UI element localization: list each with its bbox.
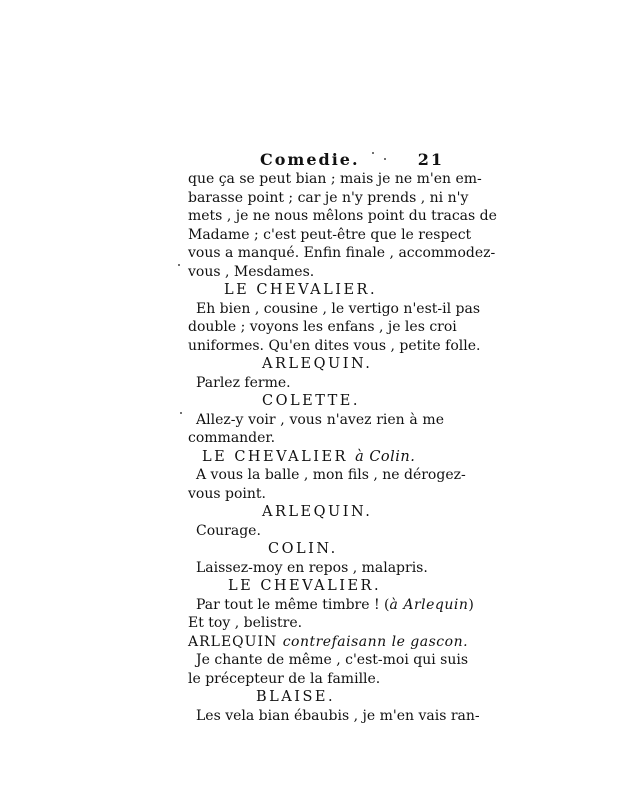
text-line: Eh bien , cousine , le vertigo n'est-il pas: [196, 300, 481, 317]
speaker-heading: ARLEQUIN.: [262, 356, 373, 372]
text-line: Laissez-moy en repos , malapris.: [196, 559, 428, 576]
stage-direction: à Arlequin: [389, 596, 469, 613]
line-text: Par tout le même timbre ! (: [196, 596, 390, 613]
ink-speck: [178, 264, 180, 266]
speaker-heading: ARLEQUIN.: [262, 504, 373, 520]
text-line: Allez-y voir , vous n'avez rien à me: [196, 411, 444, 428]
text-line: vous , Mesdames.: [188, 263, 315, 280]
speaker-heading: LE CHEVALIER.: [228, 578, 382, 594]
text-line: [188, 596, 474, 615]
text-line: double ; voyons les enfans , je les croi: [188, 319, 457, 335]
speaker-heading: LE CHEVALIER.: [224, 282, 378, 298]
speaker-name: LE CHEVALIER: [202, 448, 348, 465]
text-line: le précepteur de la famille.: [188, 670, 381, 687]
running-title: Comedie.: [260, 150, 360, 169]
page-number: 21: [417, 150, 444, 169]
text-line: Courage.: [196, 522, 261, 539]
stage-direction: contrefaisann le gascon.: [282, 633, 469, 650]
text-line: Et toy , belistre.: [188, 615, 303, 631]
text-line: commander.: [188, 430, 276, 446]
text-line: que ça se peut bian ; mais je ne m'en em-: [188, 171, 482, 187]
text-line: Madame ; c'est peut-être que le respect: [188, 226, 472, 243]
text-line: vous a manqué. Enfin finale , accommodez-: [188, 245, 496, 261]
text-line: A vous la balle , mon fils , ne dérogez-: [196, 467, 466, 483]
page-text: [188, 150, 497, 725]
speaker-heading: COLIN.: [268, 541, 338, 557]
text-line: mets , je ne nous mêlons point du tracas de: [188, 208, 497, 224]
speaker-heading: [188, 448, 444, 467]
speaker-heading: COLETTE.: [262, 393, 361, 409]
line-text: ): [468, 596, 474, 613]
running-head: [260, 150, 444, 170]
text-line: Je chante de même , c'est-moi qui suis: [196, 652, 469, 668]
speaker-name: ARLEQUIN: [188, 633, 278, 650]
text-line: Les vela bian ébaubis , je m'en vais ran-: [196, 707, 480, 724]
stage-direction: à Colin.: [355, 448, 416, 465]
text-line: barasse point ; car je n'y prends , ni n'y: [188, 189, 469, 206]
text-line: Parlez ferme.: [196, 374, 291, 391]
text-line: uniformes. Qu'en dites vous , petite folle.: [188, 337, 481, 354]
speaker-heading: BLAISE.: [256, 689, 336, 705]
speaker-heading: [188, 633, 469, 652]
ink-speck: [180, 412, 182, 414]
text-line: vous point.: [188, 485, 266, 502]
